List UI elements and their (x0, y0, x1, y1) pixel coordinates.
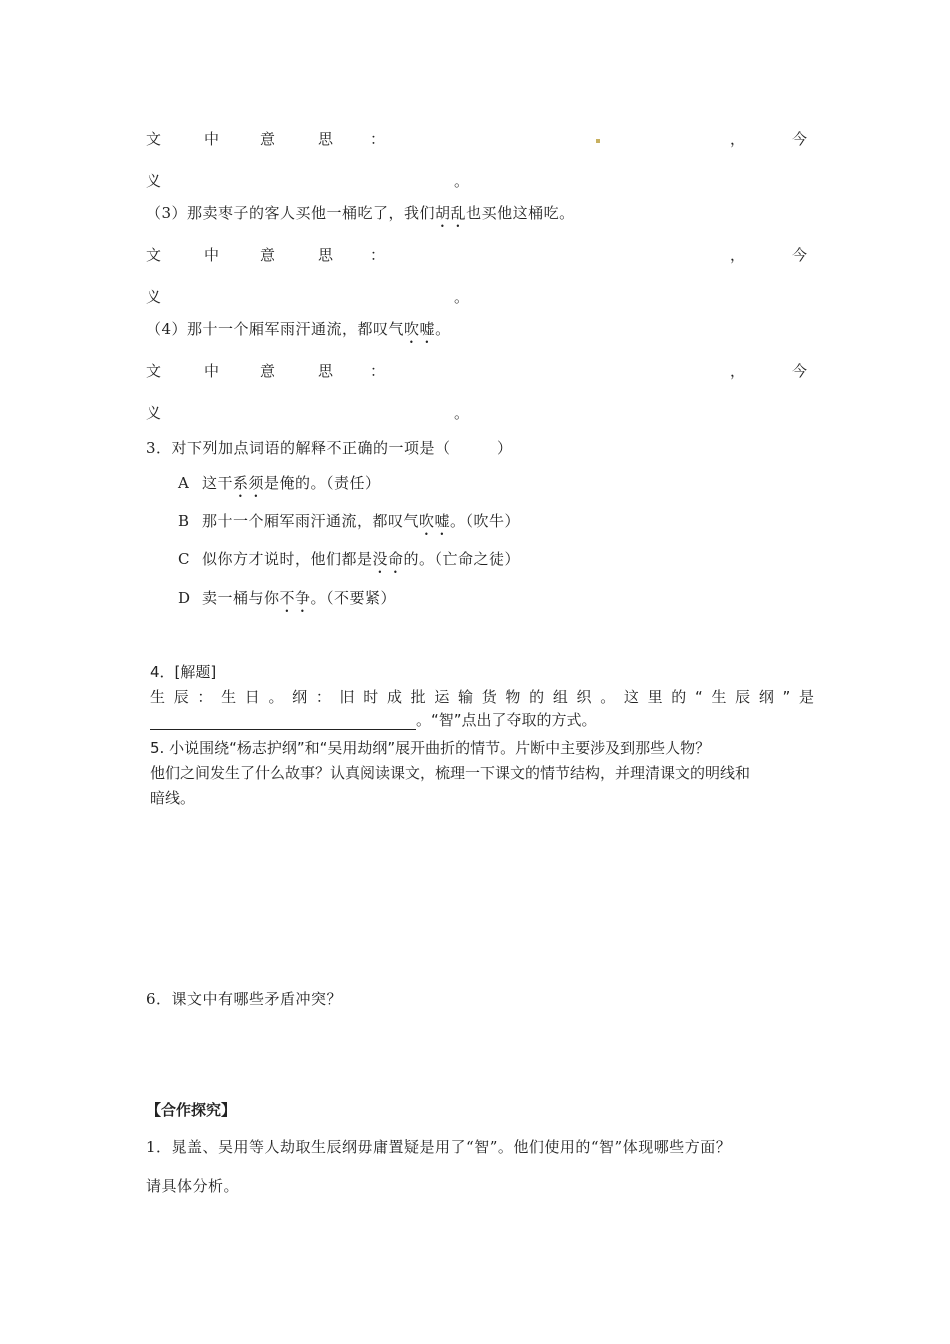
row-char-jin: 今 (792, 362, 808, 380)
row-colon: ： (370, 246, 386, 264)
yi-char: 义 (146, 404, 162, 422)
q3-option-c: C 似你方才说时，他们都是没命的。（亡命之徒） (178, 550, 521, 568)
answer-blank[interactable] (150, 713, 416, 730)
meaning-row-1 (146, 128, 808, 148)
q3-option-d: D 卖一桶与你不争。（不要紧） (178, 589, 397, 607)
row-char-wen: 文 (146, 130, 162, 148)
row-char-zhong: 中 (204, 130, 220, 148)
row-char-si: 思 (318, 362, 334, 380)
row-colon: ： (370, 130, 386, 148)
item-2-3: （3）那卖枣子的客人买他一桶吃了，我们胡乱也买他这桶吃。 (146, 204, 575, 222)
q6-text: 6．课文中有哪些矛盾冲突？ (146, 990, 343, 1008)
yi-period: 。 (454, 404, 470, 422)
row-comma: ， (730, 362, 746, 380)
row-char-wen: 文 (146, 362, 162, 380)
row-char-jin: 今 (792, 130, 808, 148)
yi-row-3 (146, 402, 476, 423)
dotted-word: 没命 (372, 550, 404, 568)
q5-line-1: 5. 小说围绕“杨志护纲”和“吴用劫纲”展开曲折的情节。片断中主要涉及到那些人物？ (150, 739, 711, 757)
row-char-yi: 意 (260, 246, 276, 264)
yi-period: 。 (454, 172, 470, 190)
row-char-yi: 意 (260, 130, 276, 148)
section-q1-line-1: 1．晁盖、吴用等人劫取生辰纲毋庸置疑是用了“智”。他们使用的“智”体现哪些方面？ (146, 1138, 732, 1156)
dotted-word: 系须 (233, 474, 265, 492)
dotted-word: 不争 (279, 589, 311, 607)
yi-row-1 (146, 170, 476, 191)
section-title: 【合作探究】 (146, 1101, 237, 1119)
option-letter: B (178, 512, 190, 530)
yi-char: 义 (146, 288, 162, 306)
dotted-word: 吹嘘 (419, 512, 451, 530)
row-comma: ， (730, 130, 746, 148)
row-char-yi: 意 (260, 362, 276, 380)
row-char-jin: 今 (792, 246, 808, 264)
q4-title: 4．[解题] (150, 663, 217, 681)
option-letter: A (178, 474, 190, 492)
option-letter: C (178, 550, 190, 568)
q5-line-3: 暗线。 (150, 789, 196, 807)
row-char-wen: 文 (146, 246, 162, 264)
dotted-word: 胡乱 (435, 204, 467, 222)
dotted-word: 吹嘘 (404, 320, 436, 338)
yi-period: 。 (454, 288, 470, 306)
row-char-zhong: 中 (204, 362, 220, 380)
q3-stem: 3．对下列加点词语的解释不正确的一项是（ ） (146, 439, 513, 457)
row-char-zhong: 中 (204, 246, 220, 264)
section-q1-line-2: 请具体分析。 (146, 1177, 240, 1195)
meaning-row-3 (146, 360, 808, 380)
row-char-si: 思 (318, 246, 334, 264)
q5-line-2: 他们之间发生了什么故事？认真阅读课文，梳理一下课文的情节结构，并理清课文的明线和 (150, 764, 751, 782)
scan-mark (596, 139, 600, 143)
item-2-4: （4）那十一个厢军雨汗通流，都叹气吹嘘。 (146, 320, 451, 338)
q4-line-1: 生辰：生日。纲：旧时成批运输货物的组织。这里的“生辰纲”是 (150, 688, 814, 706)
yi-row-2 (146, 286, 476, 307)
option-letter: D (178, 589, 191, 607)
yi-char: 义 (146, 172, 162, 190)
q3-option-b: B 那十一个厢军雨汗通流，都叹气吹嘘。（吹牛） (178, 512, 521, 530)
q4-line-2: 。“智”点出了夺取的方式。 (150, 709, 597, 730)
q3-option-a: A 这干系须是俺的。（责任） (178, 474, 381, 492)
row-comma: ， (730, 246, 746, 264)
meaning-row-2 (146, 244, 808, 264)
row-colon: ： (370, 362, 386, 380)
row-char-si: 思 (318, 130, 334, 148)
